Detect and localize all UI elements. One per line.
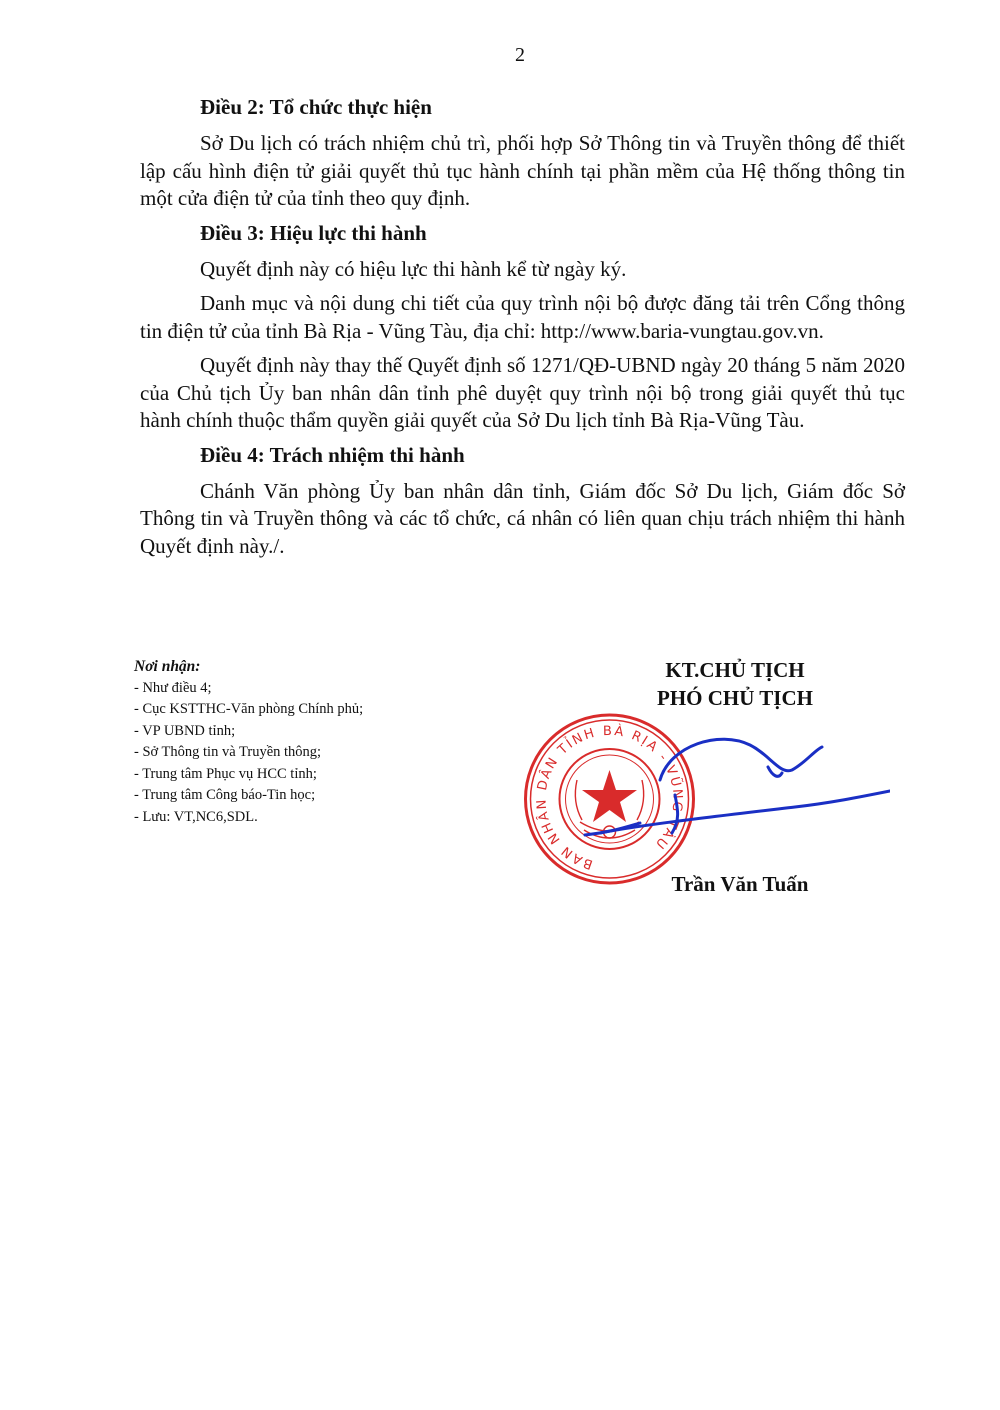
signer-position: PHÓ CHỦ TỊCH xyxy=(657,686,813,710)
section-heading: Điều 2: Tổ chức thực hiện xyxy=(200,95,432,119)
section-dieu-4 xyxy=(140,442,905,561)
recipient-item: - Như điều 4; xyxy=(134,679,212,696)
paragraph: Sở Du lịch có trách nhiệm chủ trì, phối hợp Sở Thông tin và Truyền thông để thiết lập cấu hình điện tử giải quyết thủ tục hành chính tại phần mềm của Hệ thống thông tin một cửa điện tử của tỉnh theo quy định. xyxy=(140,131,905,210)
document-body xyxy=(140,94,905,567)
signer-name: Trần Văn Tuấn xyxy=(671,872,809,896)
handwritten-signature-icon xyxy=(560,725,890,855)
recipient-item: - Sở Thông tin và Truyền thông; xyxy=(134,744,322,760)
section-heading: Điều 4: Trách nhiệm thi hành xyxy=(200,442,465,467)
recipient-item: - Lưu: VT,NC6,SDL. xyxy=(134,808,258,825)
recipient-item: - Cục KSTTHC-Văn phòng Chính phủ; xyxy=(134,701,364,717)
signer-authority: KT.CHỦ TỊCH xyxy=(665,658,805,682)
seal-lettering: BAN NHÂN DÂN TỈNH BÀ RỊA - VŨNG TÀU xyxy=(534,723,685,872)
recipient-item: - Trung tâm Công báo-Tin học; xyxy=(134,787,316,803)
paragraph: Danh mục và nội dung chi tiết của quy trình nội bộ được đăng tải trên Cổng thông tin điện tử của tỉnh Bà Rịa - Vũng Tàu, địa chỉ: http://www.baria-vungtau.gov.vn. xyxy=(140,291,905,343)
paragraph: Quyết định này có hiệu lực thi hành kể từ ngày ký. xyxy=(200,256,627,281)
section-dieu-3 xyxy=(140,220,905,435)
recipients-title: Nơi nhận: xyxy=(134,658,201,675)
recipient-item: - Trung tâm Phục vụ HCC tỉnh; xyxy=(134,765,317,782)
paragraph: Quyết định này thay thế Quyết định số 1271/QĐ-UBND ngày 20 tháng 5 năm 2020 của Chủ tịch Ủy ban nhân dân tỉnh phê duyệt quy trình nội bộ trong giải quyết thủ tục hành chính thuộc thẩm quyền giải quyết của Sở Du lịch tỉnh Bà Rịa-Vũng Tàu. xyxy=(140,353,905,432)
recipient-item: - VP UBND tỉnh; xyxy=(134,722,236,739)
page-number: 2 xyxy=(515,44,525,66)
signature-title-block xyxy=(620,656,850,712)
section-heading: Điều 3: Hiệu lực thi hành xyxy=(200,220,427,245)
paragraph: Chánh Văn phòng Ủy ban nhân dân tỉnh, Giám đốc Sở Du lịch, Giám đốc Sở Thông tin và Truyền thông và các tổ chức, cá nhân có liên quan chịu trách nhiệm thi hành Quyết định này./. xyxy=(140,478,905,558)
recipients-list xyxy=(134,656,494,828)
section-dieu-2 xyxy=(140,94,905,213)
